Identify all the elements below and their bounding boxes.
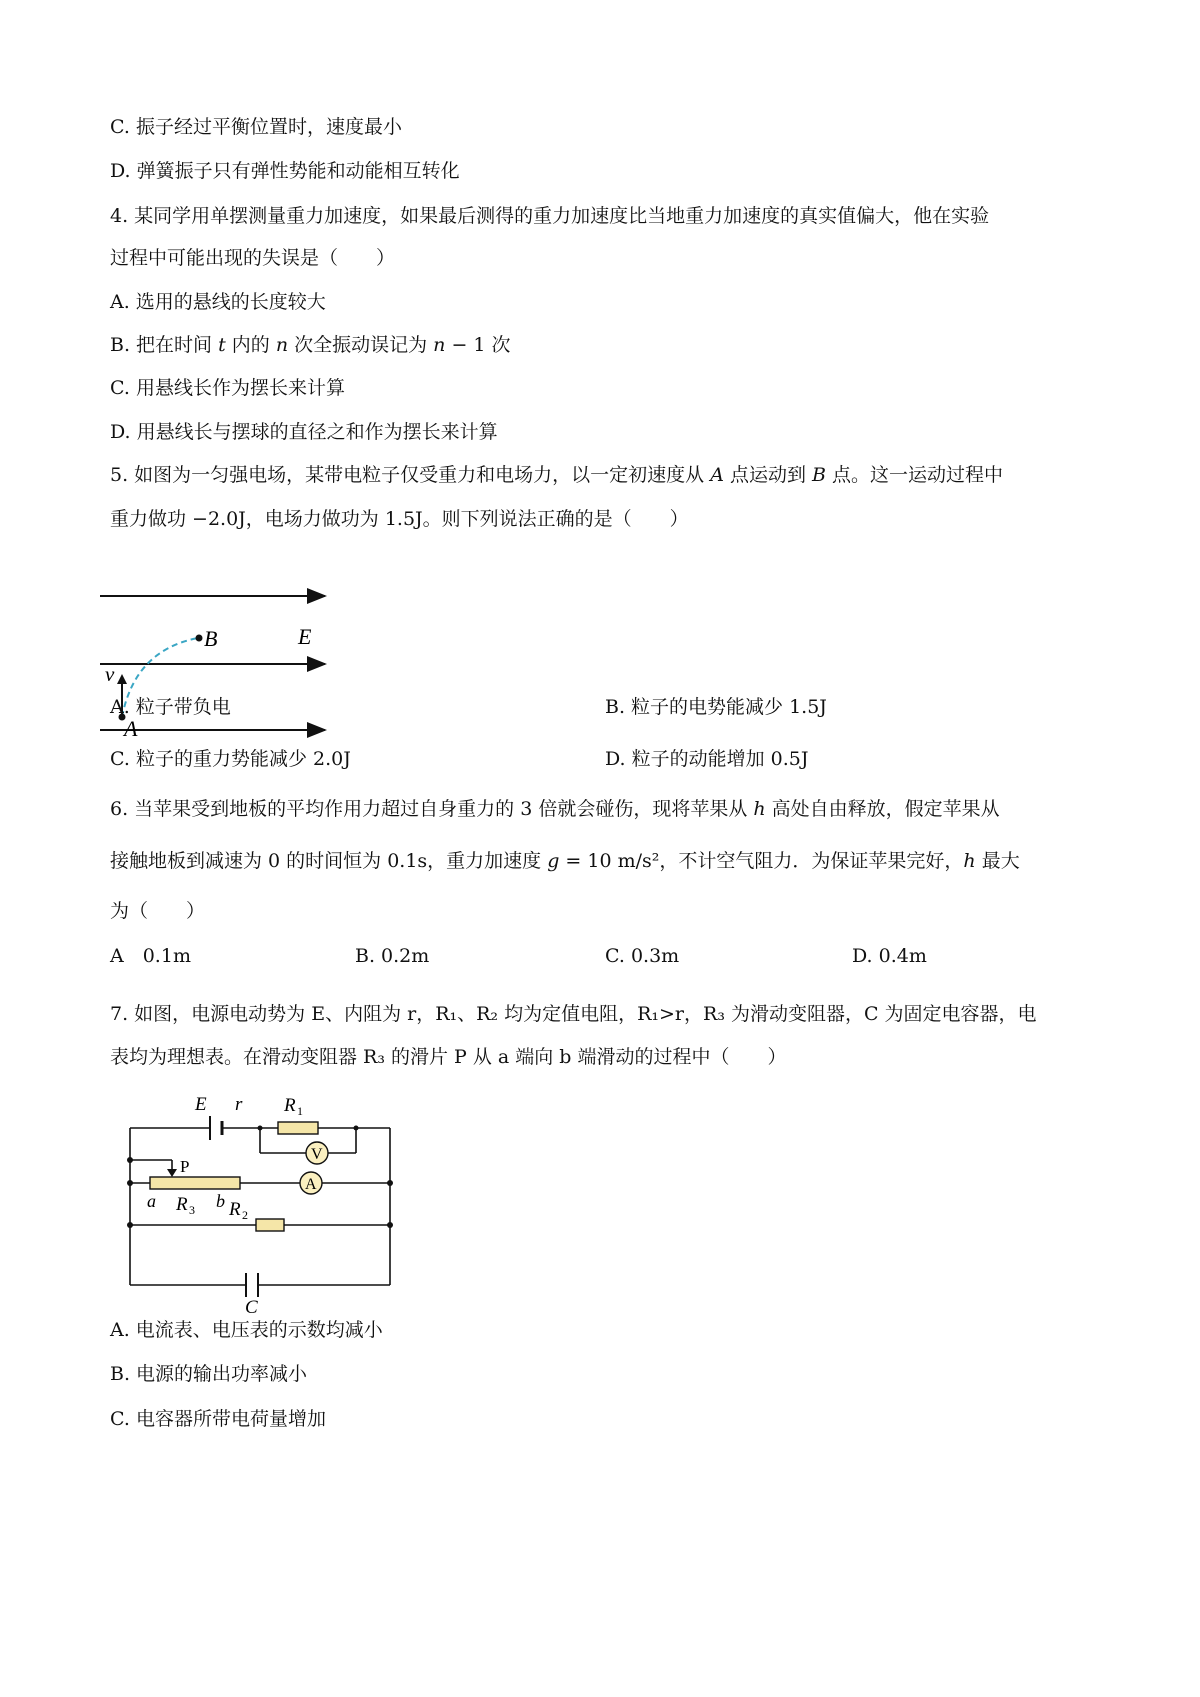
- q6-stem-line1: [110, 795, 1000, 823]
- q7-stem-line2: 表均为理想表。在滑动变阻器 R₃ 的滑片 P 从 a 端向 b 端滑动的过程中（ ）: [110, 1046, 787, 1068]
- q4-option-c: C. 用悬线长作为摆长来计算: [110, 377, 345, 399]
- q4-option-b-expr-n: n: [433, 334, 446, 356]
- q6-stem-h2: h: [963, 850, 976, 872]
- q5-stem-line1: [110, 461, 1003, 489]
- q4-option-b-t: t: [218, 334, 226, 356]
- q7-circuit-figure: [110, 1085, 400, 1320]
- label-r: r: [235, 1094, 243, 1115]
- resistor-r2: [256, 1219, 284, 1231]
- q6-stem-text-b: 高处自由释放，假定苹果从: [765, 798, 1000, 820]
- label-a-end: a: [147, 1191, 156, 1211]
- label-e: E: [195, 1094, 207, 1115]
- label-r2: R: [229, 1199, 241, 1220]
- q6-option-a: A 0.1m: [110, 945, 191, 967]
- label-r1: R: [284, 1095, 296, 1116]
- q5-stem-text-b: 点运动到: [723, 464, 813, 486]
- q3-option-d: D. 弹簧振子只有弹性势能和动能相互转化: [110, 160, 460, 182]
- q6-stem-g: g: [547, 850, 560, 872]
- q4-option-a: A. 选用的悬线的长度较大: [110, 291, 326, 313]
- q4-option-b: [110, 331, 511, 359]
- label-v: v: [105, 662, 115, 686]
- q6-option-b: B. 0.2m: [355, 945, 430, 967]
- label-p: P: [180, 1157, 190, 1176]
- q4-option-b-n: n: [275, 334, 289, 356]
- q6-stem-line3: 为（ ）: [110, 900, 206, 922]
- label-b-end: b: [216, 1191, 225, 1211]
- q5-stem-point-a: A: [710, 464, 724, 486]
- label-v: V: [311, 1146, 323, 1163]
- q5-option-b: B. 粒子的电势能减少 1.5J: [605, 696, 827, 718]
- q4-option-b-mid: 内的: [225, 334, 276, 356]
- label-c: C: [245, 1297, 258, 1318]
- q4-option-b-expr-minus: − 1: [445, 334, 486, 356]
- q6-option-d: D. 0.4m: [852, 945, 927, 967]
- q7-option-a: A. 电流表、电压表的示数均减小: [110, 1319, 383, 1341]
- q7-option-b: B. 电源的输出功率减小: [110, 1363, 308, 1385]
- q4-option-b-suffix: 次: [485, 334, 511, 356]
- q6-option-c: C. 0.3m: [605, 945, 680, 967]
- label-r3: R: [176, 1194, 188, 1215]
- q6-stem-text-c: 接触地板到减速为 0 的时间恒为 0.1s，重力加速度: [110, 850, 548, 872]
- resistor-r1: [278, 1122, 318, 1134]
- q6-stem-h: h: [753, 798, 766, 820]
- q5-stem-text-a: 5. 如图为一匀强电场，某带电粒子仅受重力和电场力，以一定初速度从: [110, 464, 711, 486]
- q5-option-c: C. 粒子的重力势能减少 2.0J: [110, 748, 351, 770]
- q5-stem-text-c: 点。这一运动过程中: [826, 464, 1004, 486]
- q4-option-b-prefix: B. 把在时间: [110, 334, 219, 356]
- q5-stem-point-b: B: [812, 464, 827, 486]
- q7-option-c: C. 电容器所带电荷量增加: [110, 1408, 326, 1430]
- q6-stem-text-d: = 10 m/s²，不计空气阻力．为保证苹果完好，: [559, 850, 964, 872]
- label-r1-sub: 1: [297, 1104, 303, 1118]
- q4-stem-line1: 4. 某同学用单摆测量重力加速度，如果最后测得的重力加速度比当地重力加速度的真实值偏大，他在实验: [110, 205, 990, 227]
- label-b: B: [204, 626, 218, 651]
- resistor-r3: [150, 1177, 240, 1189]
- q4-stem-line2: 过程中可能出现的失误是（ ）: [110, 247, 396, 269]
- q6-stem-text-a: 6. 当苹果受到地板的平均作用力超过自身重力的 3 倍就会碰伤，现将苹果从: [110, 798, 754, 820]
- label-e: E: [298, 624, 312, 649]
- label-r2-sub: 2: [242, 1208, 248, 1222]
- q4-option-b-mid2: 次全振动误记为: [288, 334, 434, 356]
- q6-stem-line2: [110, 847, 1020, 875]
- label-ammeter: A: [305, 1176, 317, 1193]
- point-b-dot: [196, 635, 203, 642]
- q7-stem-line1: 7. 如图，电源电动势为 E、内阻为 r，R₁、R₂ 均为定值电阻，R₁>r，R₃ 为滑动变阻器，C 为固定电容器，电: [110, 1003, 1037, 1025]
- label-r3-sub: 3: [189, 1203, 195, 1217]
- label-a: A: [124, 716, 138, 740]
- q3-option-c: C. 振子经过平衡位置时，速度最小: [110, 116, 402, 138]
- q5-option-a: A. 粒子带负电: [110, 696, 231, 718]
- q6-stem-text-e: 最大: [975, 850, 1020, 872]
- q4-option-d: D. 用悬线长与摆球的直径之和作为摆长来计算: [110, 421, 498, 443]
- q5-stem-line2: 重力做功 −2.0J，电场力做功为 1.5J。则下列说法正确的是（ ）: [110, 508, 689, 530]
- q5-option-d: D. 粒子的动能增加 0.5J: [605, 748, 809, 770]
